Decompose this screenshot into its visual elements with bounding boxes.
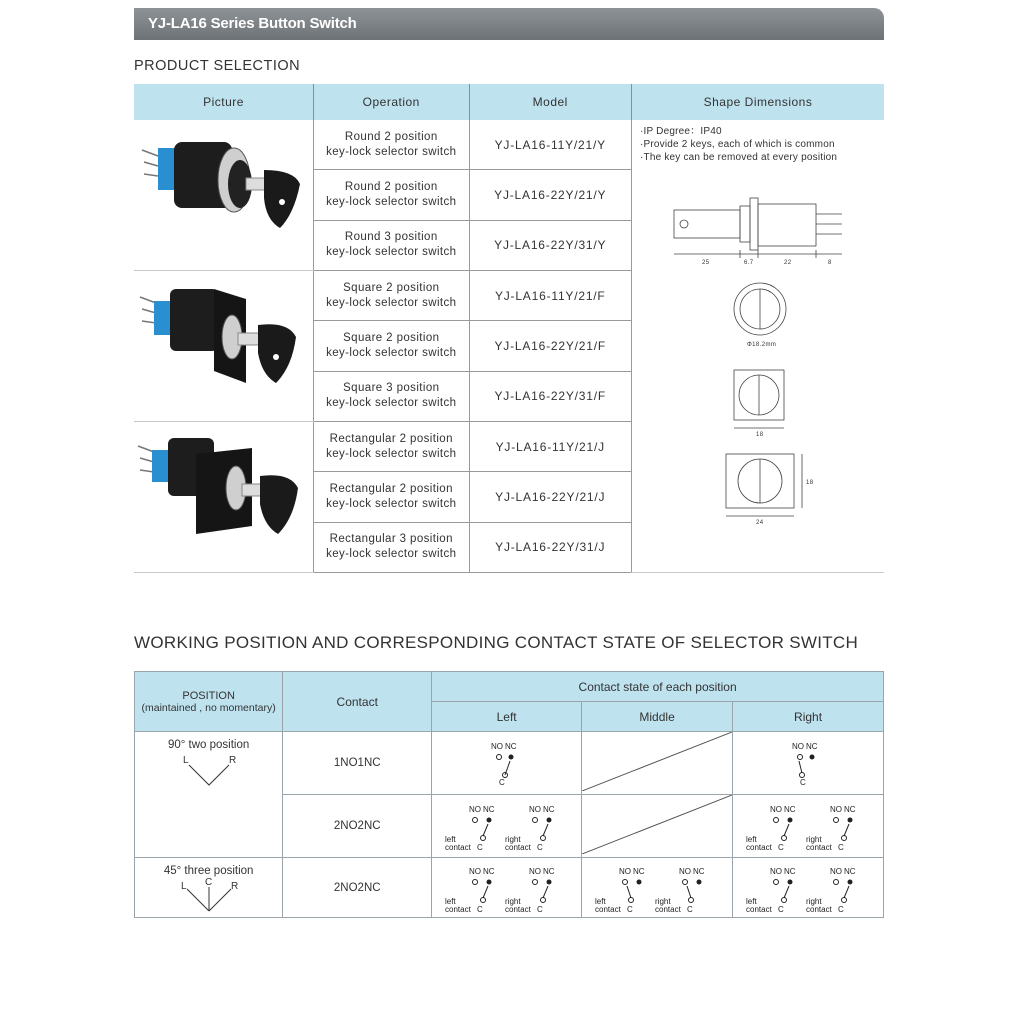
- dimension-drawings: [632, 164, 884, 554]
- svg-text:NC: NC: [806, 742, 818, 751]
- svg-text:C: C: [204, 877, 212, 888]
- contact-diagram-cell: [733, 795, 884, 858]
- header-contact: Contact: [283, 672, 432, 732]
- svg-text:NC: NC: [844, 866, 856, 876]
- svg-text:C: C: [476, 904, 483, 914]
- svg-text:NO: NO: [528, 866, 541, 876]
- contact-diagram-cell: [733, 858, 884, 918]
- svg-text:NO: NO: [770, 866, 783, 876]
- svg-text:C: C: [838, 904, 844, 914]
- round-switch-photo: [134, 120, 314, 271]
- not-applicable-diagonal: [582, 795, 732, 854]
- contact-diagram-pair: [587, 860, 727, 916]
- svg-text:contact: contact: [806, 843, 832, 852]
- svg-text:NC: NC: [482, 805, 495, 814]
- contact-state-title: WORKING POSITION AND CORRESPONDING CONTACT STATE OF SELECTOR SWITCH: [134, 633, 859, 652]
- shape-dimensions-cell: [631, 120, 884, 573]
- operation-cell: Square 2 position key-lock selector switch: [314, 271, 470, 321]
- svg-text:NC: NC: [542, 866, 555, 876]
- svg-text:contact: contact: [595, 904, 621, 914]
- svg-text:8: 8: [827, 260, 832, 266]
- header-right: Right: [733, 702, 884, 732]
- model-cell: YJ-LA16-22Y/31/J: [469, 522, 631, 572]
- svg-text:C: C: [498, 778, 505, 787]
- svg-text:NO: NO: [468, 805, 481, 814]
- svg-text:left: left: [746, 835, 757, 844]
- svg-text:25: 25: [701, 260, 710, 266]
- table-row: [135, 858, 884, 918]
- svg-text:right: right: [806, 835, 822, 844]
- contact-diagram-cell: [432, 858, 582, 918]
- svg-text:left: left: [595, 896, 606, 906]
- operation-cell: Rectangular 3 position key-lock selector switch: [314, 522, 470, 572]
- svg-text:18: 18: [755, 432, 764, 438]
- not-applicable-diagonal: [582, 732, 732, 791]
- middle-na-cell: [582, 732, 733, 795]
- svg-text:right: right: [504, 835, 521, 844]
- svg-text:L: L: [182, 755, 189, 766]
- svg-text:NC: NC: [784, 866, 796, 876]
- operation-cell: Rectangular 2 position key-lock selector switch: [314, 472, 470, 522]
- svg-text:R: R: [228, 755, 236, 766]
- contact-diagram-cell: [432, 795, 582, 858]
- model-cell: YJ-LA16-11Y/21/Y: [469, 120, 631, 170]
- contact-type: 1NO1NC: [283, 732, 432, 795]
- svg-text:NC: NC: [844, 805, 856, 814]
- model-cell: YJ-LA16-22Y/21/Y: [469, 170, 631, 220]
- svg-text:NC: NC: [542, 805, 555, 814]
- svg-text:C: C: [627, 904, 633, 914]
- contact-state-table: [134, 671, 884, 918]
- series-title: YJ-LA16 Series Button Switch: [148, 15, 357, 32]
- model-cell: YJ-LA16-22Y/21/J: [469, 472, 631, 522]
- spec-notes: ·IP Degree：IP40 ·Provide 2 keys, each of which is common ·The key can be removed at every position: [639, 126, 838, 163]
- header-contact-state: Contact state of each position: [432, 672, 884, 702]
- svg-text:left: left: [746, 896, 757, 906]
- position-45-three: 45° three position L C R: [135, 858, 283, 918]
- square-switch-photo: [134, 271, 314, 422]
- svg-text:NO: NO: [468, 866, 481, 876]
- model-cell: YJ-LA16-22Y/21/F: [469, 321, 631, 371]
- svg-text:NO: NO: [619, 866, 632, 876]
- middle-na-cell: [582, 795, 733, 858]
- model-cell: YJ-LA16-22Y/31/F: [469, 371, 631, 421]
- svg-text:NO: NO: [490, 742, 503, 751]
- model-cell: YJ-LA16-11Y/21/F: [469, 271, 631, 321]
- svg-text:contact: contact: [444, 843, 471, 852]
- svg-text:NC: NC: [633, 866, 645, 876]
- contact-diagram-cell: [432, 732, 582, 795]
- svg-text:NO: NO: [770, 805, 783, 814]
- operation-cell: Round 2 position key-lock selector switch: [314, 170, 470, 220]
- round-switch-image: [134, 120, 313, 267]
- svg-text:contact: contact: [746, 843, 772, 852]
- svg-text:22: 22: [783, 260, 792, 266]
- svg-text:NO: NO: [679, 866, 692, 876]
- svg-text:contact: contact: [655, 904, 681, 914]
- header-middle: Middle: [582, 702, 733, 732]
- contact-diagram-cell: [733, 732, 884, 795]
- svg-text:contact: contact: [746, 904, 772, 914]
- svg-text:C: C: [536, 843, 543, 852]
- svg-text:left: left: [444, 896, 456, 906]
- svg-text:NO: NO: [528, 805, 541, 814]
- svg-text:NC: NC: [693, 866, 705, 876]
- svg-text:C: C: [800, 778, 806, 787]
- three-position-glyph: [169, 877, 249, 915]
- two-position-glyph: [169, 751, 249, 795]
- operation-cell: Square 3 position key-lock selector switch: [314, 371, 470, 421]
- svg-text:contact: contact: [444, 904, 471, 914]
- contact-diagram: [778, 735, 838, 791]
- contact-diagram-pair: [738, 860, 878, 916]
- operation-cell: Square 2 position key-lock selector switch: [314, 321, 470, 371]
- svg-text:NO: NO: [792, 742, 805, 751]
- header-operation: Operation: [314, 84, 470, 120]
- svg-text:18: 18: [805, 480, 814, 486]
- series-banner: [134, 8, 884, 40]
- table-row: [135, 732, 884, 795]
- model-cell: YJ-LA16-11Y/21/J: [469, 422, 631, 472]
- contact-diagram-pair: [437, 798, 577, 854]
- operation-cell: Rectangular 2 position key-lock selector switch: [314, 422, 470, 472]
- contact-type: 2NO2NC: [283, 795, 432, 858]
- svg-text:C: C: [778, 904, 784, 914]
- svg-text:C: C: [838, 843, 844, 852]
- svg-text:24: 24: [755, 520, 764, 526]
- svg-text:contact: contact: [504, 843, 531, 852]
- svg-text:contact: contact: [806, 904, 832, 914]
- svg-text:C: C: [687, 904, 693, 914]
- product-selection-title: PRODUCT SELECTION: [134, 58, 301, 74]
- contact-diagram-cell: [582, 858, 733, 918]
- svg-text:Φ18.2mm: Φ18.2mm: [746, 342, 777, 348]
- svg-text:C: C: [536, 904, 543, 914]
- model-cell: YJ-LA16-22Y/31/Y: [469, 220, 631, 270]
- header-model: Model: [469, 84, 631, 120]
- position-90-two: 90° two position L R: [135, 732, 283, 858]
- contact-diagram-pair: [738, 798, 878, 854]
- svg-text:L: L: [180, 881, 187, 892]
- operation-cell: Round 2 position key-lock selector switch: [314, 120, 470, 170]
- svg-text:NO: NO: [830, 866, 843, 876]
- contact-type: 2NO2NC: [283, 858, 432, 918]
- svg-text:R: R: [230, 881, 238, 892]
- table-row: [134, 120, 884, 170]
- svg-text:right: right: [655, 896, 671, 906]
- contact-diagram-pair: [437, 860, 577, 916]
- square-switch-image: [134, 271, 313, 418]
- operation-cell: Round 3 position key-lock selector switch: [314, 220, 470, 270]
- svg-text:right: right: [504, 896, 521, 906]
- svg-text:NC: NC: [482, 866, 495, 876]
- svg-text:NC: NC: [784, 805, 796, 814]
- svg-text:NO: NO: [830, 805, 843, 814]
- rectangular-switch-image: [134, 422, 313, 569]
- header-picture: Picture: [134, 84, 314, 120]
- svg-text:C: C: [476, 843, 483, 852]
- svg-text:contact: contact: [504, 904, 531, 914]
- svg-text:right: right: [806, 896, 822, 906]
- rectangular-switch-photo: [134, 422, 314, 573]
- svg-text:C: C: [778, 843, 784, 852]
- header-position: POSITION (maintained , no momentary): [135, 672, 283, 732]
- contact-diagram: [477, 735, 537, 791]
- product-selection-table: [134, 84, 884, 573]
- header-left: Left: [432, 702, 582, 732]
- svg-text:NC: NC: [504, 742, 517, 751]
- svg-text:6.7: 6.7: [743, 260, 754, 266]
- header-shape-dimensions: Shape Dimensions: [631, 84, 884, 120]
- svg-text:left: left: [444, 835, 456, 844]
